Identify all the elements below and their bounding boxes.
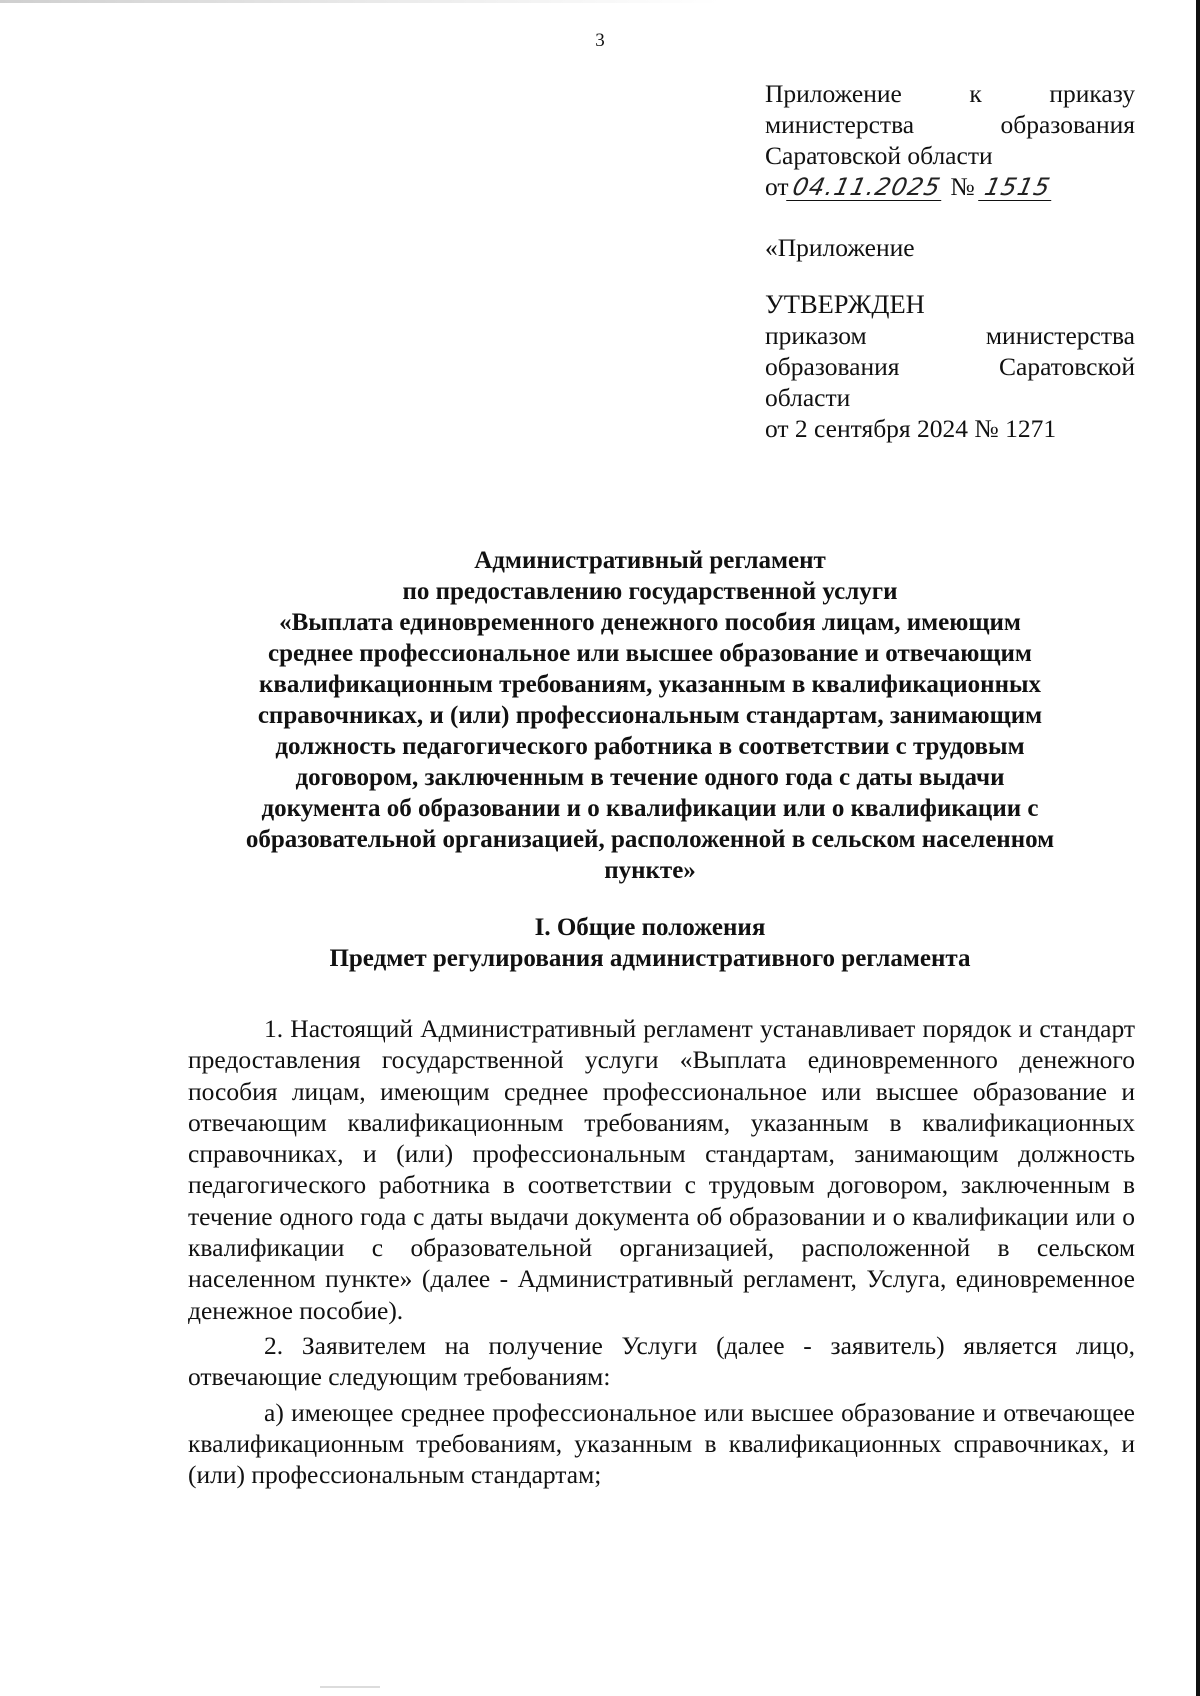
order-line-4: от 2 сентября 2024 № 1271 <box>765 414 1057 443</box>
scan-edge-top <box>0 0 1200 3</box>
order-line-2: образования Саратовской <box>765 352 1135 381</box>
section-subheading: Предмет регулирования административного регламента <box>329 945 971 972</box>
scan-edge-right <box>1196 0 1200 1696</box>
title-line: по предоставлению государственной услуги <box>402 578 898 605</box>
title-line: квалификационным требованиям, указанным в квалификационных <box>258 671 1042 698</box>
title-line: справочниках, и (или) профессиональным стандартам, занимающим <box>257 702 1043 729</box>
date-prefix: от <box>765 172 789 201</box>
number-prefix: № <box>950 172 975 201</box>
section-header <box>170 912 1130 974</box>
title-line: договором, заключенным в течение одного года с даты выдачи <box>295 764 1005 791</box>
section-heading: I. Общие положения <box>534 914 766 941</box>
approval-date-line <box>765 171 1135 202</box>
document-body <box>188 1013 1135 1490</box>
paragraph: 2. Заявителем на получение Услуги (далее - заявитель) является лицо, отвечающие следующим требованиям: <box>188 1330 1135 1392</box>
approval-line-1: Приложение к приказу <box>765 79 1135 108</box>
order-line-3: области <box>765 383 851 412</box>
title-line: образовательной организацией, расположенной в сельском населенном <box>245 826 1055 853</box>
paragraph: а) имеющее среднее профессиональное или высшее образование и отвечающее квалификационным требованиям, указанным в квалификационных справочниках, и (или) профессиональным стандартам; <box>188 1397 1135 1490</box>
title-line: пункте» <box>604 857 696 884</box>
order-line-1: приказом министерства <box>765 321 1135 350</box>
scan-artifact <box>320 1686 380 1688</box>
approved-label: УТВЕРЖДЕН <box>765 289 925 319</box>
approval-stamp-block <box>765 78 1135 444</box>
approval-line-2: министерства образования <box>765 110 1135 139</box>
page-number: 3 <box>595 30 605 51</box>
handwritten-date: 04.11.2025 <box>786 174 947 201</box>
handwritten-number: 1515 <box>978 174 1057 201</box>
title-line: должность педагогического работника в соответствии с трудовым <box>275 733 1025 760</box>
approval-line-3: Саратовской области <box>765 141 993 170</box>
paragraph: 1. Настоящий Административный регламент устанавливает порядок и стандарт предоставления государственной услуги «Выплата единовременного денежного пособия лицам, имеющим среднее профессиональное или высшее образование и отвечающим квалификационным требованиям, указанным в квалификационных справочниках, и (или) профессиональным стандартам, занимающим должность педагогического работника в соответствии с трудовым договором, заключенным в течение одного года с даты выдачи документа об образовании и о квалификации или о квалификации с образовательной организацией, расположенной в сельском населенном пункте» (далее - Административный регламент, Услуга, единовременное денежное пособие). <box>188 1014 1135 1325</box>
title-line: «Выплата единовременного денежного пособия лицам, имеющим <box>279 609 1021 636</box>
title-line: документа об образовании и о квалификации или о квалификации с <box>261 795 1039 822</box>
title-line: Административный регламент <box>474 547 826 574</box>
document-title <box>170 545 1130 886</box>
appendix-label: «Приложение <box>765 233 915 262</box>
title-line: среднее профессиональное или высшее образование и отвечающим <box>268 640 1032 667</box>
